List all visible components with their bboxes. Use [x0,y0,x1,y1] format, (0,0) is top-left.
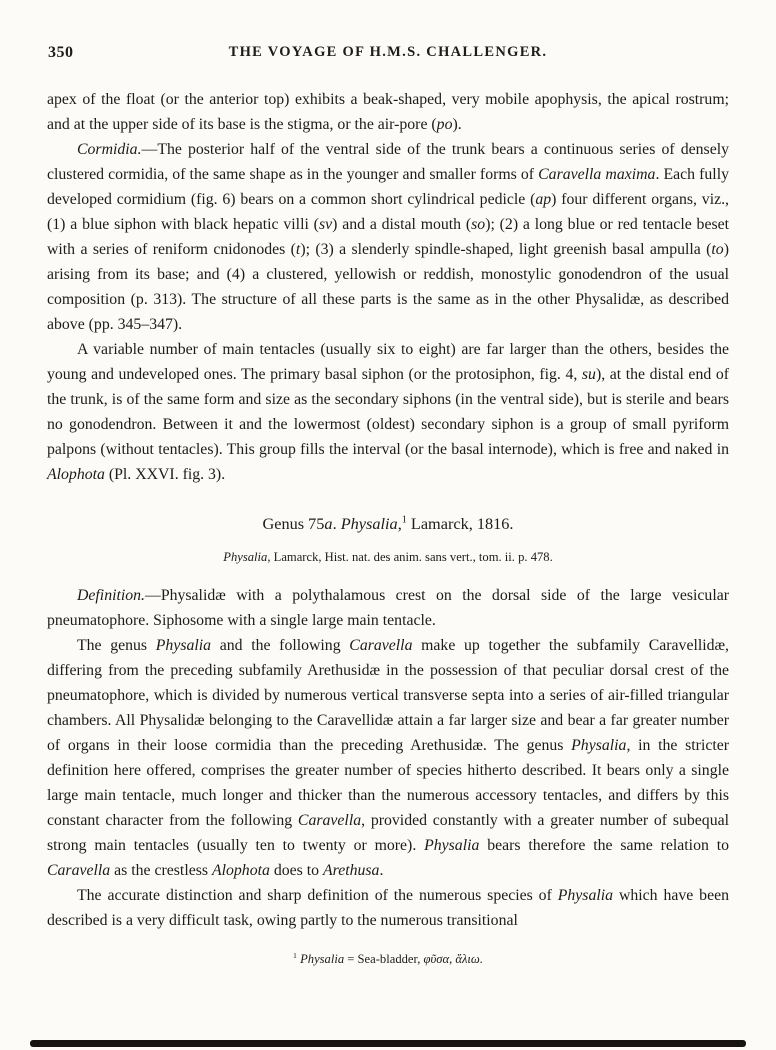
running-title: THE VOYAGE OF H.M.S. CHALLENGER. [228,44,548,60]
genus-heading: Genus 75a. Physalia,$^1$ Lamarck, 1816. [262,514,514,533]
page-number: 350 [48,44,74,61]
genus-reference: Physalia, Lamarck, Hist. nat. des anim. sans vert., tom. ii. p. 478. [223,550,553,564]
paragraph-definition: Definition.—Physalidæ with a polythalamous crest on the dorsal side of the large vesicular pneumatophore. Siphosome with a single large main tentacle. [47,587,729,629]
paragraph-genus-discussion: The genus Physalia and the following Caravella make up together the subfamily Caravellidæ, differing from the preceding subfamily Arethusidæ in the possession of that peculiar dorsal crest of the pneumatophore, which is divided by numerous vertical transverse septa into a series of air-filled triangular chambers. All Physalidæ belonging to the Caravellidæ attain a far larger size and bear a far greater number of organs in their loose cormidia than the preceding Arethusidæ. The genus Physalia, in the stricter definition here offered, comprises the greater number of species hitherto described. It bears only a single large main tentacle, much longer and thicker than the numerous accessory tentacles, and differs by this constant character from the following Caravella, provided constantly with a greater number of subequal strong main tentacles (usually ten to twenty or more). Physalia bears therefore the same relation to Caravella as the crestless Alophota does to Arethusa. [47,637,730,879]
footnote: $^1$ Physalia = Sea-bladder, φῦσα, ἅλιω. [293,950,483,966]
paragraph-continuation: apex of the float (or the anterior top) exhibits a beak-shaped, very mobile apophysis, the apical rostrum; and at the upper side of its base is the stigma, or the air-pore (po). [47,91,729,133]
paragraph-cormidia: Cormidia.—The posterior half of the ventral side of the trunk bears a continuous series of densely clustered cormidia, of the same shape as in the younger and smaller forms of Caravella maxima. Each fully developed cormidium (fig. 6) bears on a common short cylindrical pedicle (ap) four different organs, viz., (1) a blue siphon with black hepatic villi (sv) and a distal mouth (so); (2) a long blue or red tentacle beset with a series of reniform cnidonodes (t); (3) a slenderly spindle-shaped, light greenish basal ampulla (to) arising from its base; and (4) a clustered, yellowish or reddish, monostylic gonodendron of the usual composition (p. 313). The structure of all these parts is the same as in the other Physalidæ, as described above (pp. 345–347). [47,141,729,333]
page-header [0,0,776,61]
page-body [47,87,729,972]
paragraph-species-distinction: The accurate distinction and sharp definition of the numerous species of Physalia which have been described is a very difficult task, owing partly to the numerous transitional [47,887,729,929]
paragraph-main-tentacles: A variable number of main tentacles (usually six to eight) are far larger than the others, besides the young and undeveloped ones. The primary basal siphon (or the protosiphon, fig. 4, su), at the distal end of the trunk, is of the same form and size as the secondary siphons (in the ventral side), but is sterile and bears no gonodendron. Between it and the lowermost (oldest) secondary siphon is a group of small pyriform palpons (without tentacles). This group fills the interval (or the basal internode), which is free and naked in Alophota (Pl. XXVI. fig. 3). [47,341,729,483]
scan-edge-artifact [30,1040,746,1047]
